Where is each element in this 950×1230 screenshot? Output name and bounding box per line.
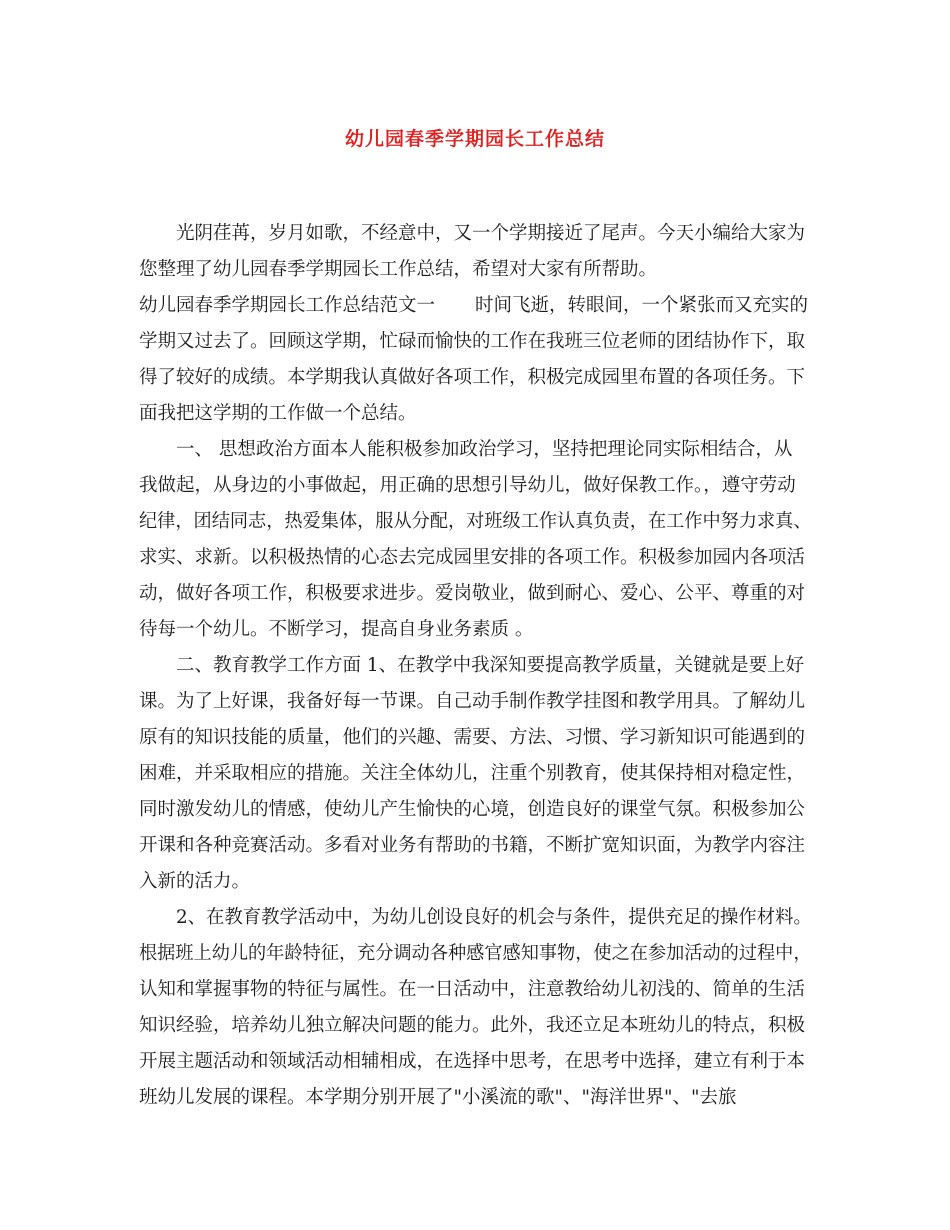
text-line: 纪律，团结同志，热爱集体，服从分配，对班级工作认真负责，在工作中努力求真、 xyxy=(139,511,812,532)
text-line: 学期又过去了。回顾这学期，忙碌而愉快的工作在我班三位老师的团结协作下，取 xyxy=(139,331,806,352)
text-line: 您整理了幼儿园春季学期园长工作总结，希望对大家有所帮助。 xyxy=(139,259,658,280)
text-line: 幼儿园春季学期园长工作总结范文一 xyxy=(139,295,436,316)
text-line: 入新的活力。 xyxy=(139,871,251,892)
text-line: 根据班上幼儿的年龄特征，充分调动各种感官感知事物，使之在参加活动的过程中， xyxy=(139,943,812,964)
text-line: 开课和各种竞赛活动。多看对业务有帮助的书籍，不断扩宽知识面，为教学内容注 xyxy=(139,835,806,856)
text-line: 一、 思想政治方面本人能积极参加政治学习，坚持把理论同实际相结合，从 xyxy=(176,439,793,460)
text-line: 面我把这学期的工作做一个总结。 xyxy=(139,403,417,424)
text-line: 困难，并采取相应的措施。关注全体幼儿，注重个别教育，使其保持相对稳定性， xyxy=(139,763,806,784)
text-line: 二、教育教学工作方面 1、在教学中我深知要提高教学质量，关键就是要上好 xyxy=(176,655,805,676)
text-line: 知识经验，培养幼儿独立解决问题的能力。此外，我还立足本班幼儿的特点，积极 xyxy=(139,1015,806,1036)
text-line: 课。为了上好课，我备好每一节课。自己动手制作教学挂图和教学用具。了解幼儿 xyxy=(139,691,806,712)
text-line: 时间飞逝，转眼间，一个紧张而又充实的 xyxy=(475,295,809,316)
text-line: 开展主题活动和领域活动相辅相成，在选择中思考，在思考中选择，建立有利于本 xyxy=(139,1051,806,1072)
text-line: 我做起，从身边的小事做起，用正确的思想引导幼儿，做好保教工作。，遵守劳动 xyxy=(139,475,796,496)
text-line: 2、在教育教学活动中，为幼儿创设良好的机会与条件，提供充足的操作材料。 xyxy=(176,907,812,928)
text-line: 求实、求新。以积极热情的心态去完成园里安排的各项工作。积极参加园内各项活 xyxy=(139,547,806,568)
text-line: 得了较好的成绩。本学期我认真做好各项工作，积极完成园里布置的各项任务。下 xyxy=(139,367,806,388)
text-line: 待每一个幼儿。不断学习，提高自身业务素质 。 xyxy=(139,619,534,640)
document-title: 幼儿园春季学期园长工作总结 xyxy=(344,128,605,150)
text-line: 动，做好各项工作，积极要求进步。爱岗敬业，做到耐心、爱心、公平、尊重的对 xyxy=(139,583,806,604)
text-line: 原有的知识技能的质量，他们的兴趣、需要、方法、习惯、学习新知识可能遇到的 xyxy=(139,727,806,748)
text-line: 光阴荏苒，岁月如歌，不经意中，又一个学期接近了尾声。今天小编给大家为 xyxy=(176,223,806,244)
text-line: 同时激发幼儿的情感，使幼儿产生愉快的心境，创造良好的课堂气氛。积极参加公 xyxy=(139,799,806,820)
text-line: 班幼儿发展的课程。本学期分别开展了"小溪流的歌"、"海洋世界"、"去旅 xyxy=(139,1087,737,1108)
text-line: 认知和掌握事物的特征与属性。在一日活动中，注意教给幼儿初浅的、简单的生活 xyxy=(139,979,806,1000)
